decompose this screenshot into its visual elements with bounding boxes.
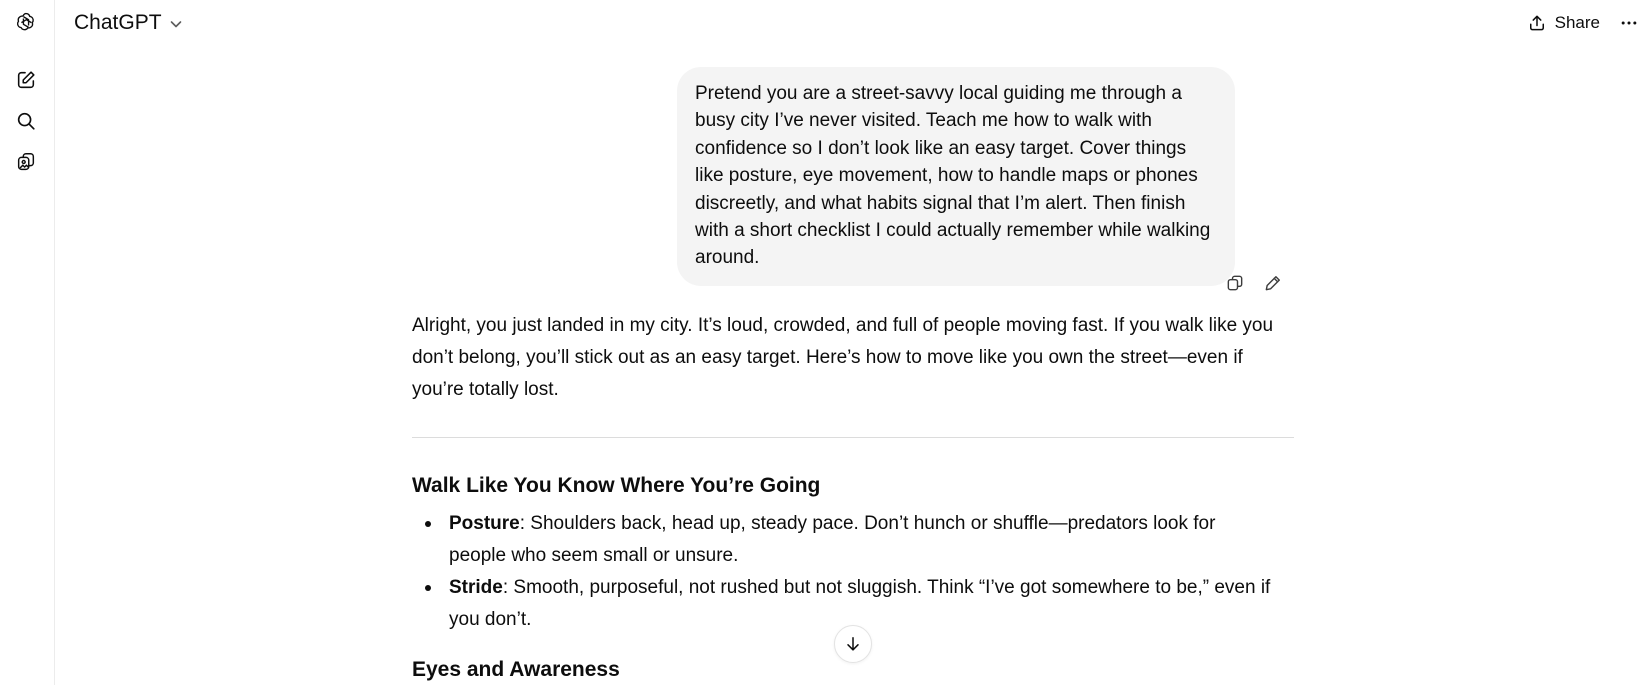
section-heading: Eyes and Awareness (412, 658, 620, 681)
assistant-message (412, 310, 1298, 406)
openai-logo-icon[interactable] (10, 6, 42, 38)
new-chat-icon (15, 69, 37, 91)
share-label: Share (1554, 13, 1600, 32)
bullet-text: : Shoulders back, head up, steady pace. Don’t hunch or shuffle—predators look for people who seem small or unsure. (449, 513, 1216, 566)
list-item (412, 572, 1272, 636)
section-heading: Walk Like You Know Where You’re Going (412, 474, 821, 497)
bullet-list (412, 508, 1272, 636)
model-switcher[interactable] (74, 8, 184, 38)
bullet-term: Stride (449, 577, 503, 598)
list-item (412, 508, 1272, 572)
search-button[interactable] (10, 105, 42, 137)
share-icon (1527, 13, 1547, 33)
bullet-term: Posture (449, 513, 520, 534)
search-icon (15, 110, 37, 132)
edit-message-button[interactable] (1260, 270, 1286, 296)
chevron-down-icon (168, 16, 184, 32)
arrow-down-icon (843, 634, 863, 654)
scroll-to-bottom-button[interactable] (834, 625, 872, 663)
new-chat-button[interactable] (10, 64, 42, 96)
share-button[interactable] (1521, 8, 1606, 38)
user-message-bubble: Pretend you are a street-savvy local guiding me through a busy city I’ve never visited. Teach me how to walk with confidence so I don’t look like an easy target. Cover things like posture, eye movement, how to handle maps or phones discreetly, and what habits signal that I’m alert. Then finish with a short checklist I could actually remember while walking around. (677, 67, 1235, 286)
library-button[interactable] (10, 146, 42, 178)
more-options-button[interactable] (1614, 8, 1644, 38)
section-divider (412, 437, 1294, 438)
copy-message-button[interactable] (1222, 270, 1248, 296)
sidebar-rail (0, 0, 55, 685)
model-label: ChatGPT (74, 11, 162, 34)
more-horizontal-icon (1619, 13, 1639, 33)
user-message-actions (1222, 270, 1286, 296)
top-header (54, 0, 1650, 46)
library-icon (15, 151, 37, 173)
assistant-intro: Alright, you just landed in my city. It’s loud, crowded, and full of people moving fast. If you walk like you don’t belong, you’ll stick out as an easy target. Here’s how to move like you own the street—even if you’re totally lost. (412, 315, 1274, 400)
bullet-text: : Smooth, purposeful, not rushed but not sluggish. Think “I’ve got somewhere to be,” even if you don’t. (449, 577, 1271, 630)
copy-icon (1225, 273, 1245, 293)
pencil-icon (1263, 273, 1283, 293)
